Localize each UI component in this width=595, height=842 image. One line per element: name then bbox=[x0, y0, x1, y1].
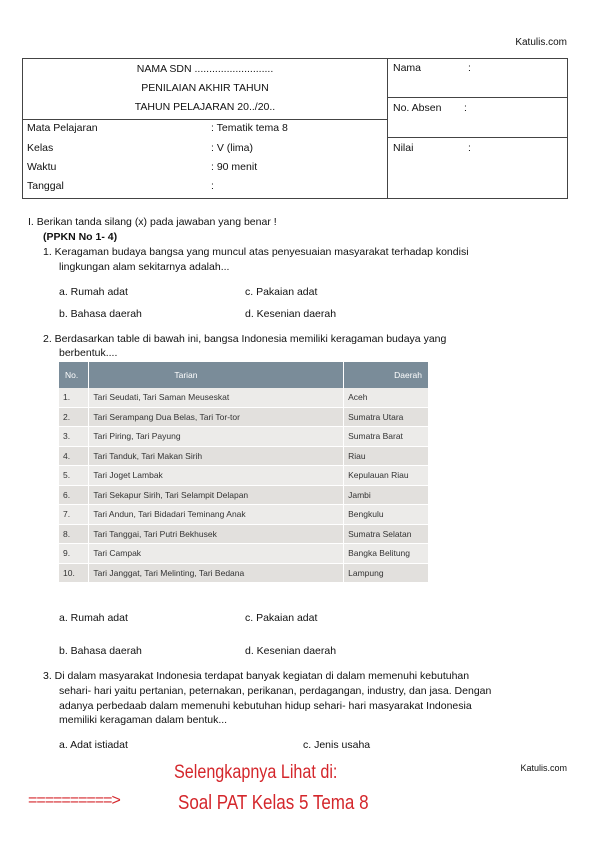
section-subtitle: (PPKN No 1- 4) bbox=[43, 231, 118, 243]
q1-option-c[interactable]: c. Pakaian adat bbox=[245, 286, 318, 298]
q1-option-a[interactable]: a. Rumah adat bbox=[59, 286, 128, 298]
time-value: : 90 menit bbox=[211, 161, 258, 173]
cell-tarian: Tari Piring, Tari Payung bbox=[89, 427, 344, 447]
table-row bbox=[59, 427, 429, 447]
q2-option-d[interactable]: d. Kesenian daerah bbox=[245, 645, 337, 657]
cell-no: 3. bbox=[59, 427, 89, 447]
promo-heading: Selengkapnya Lihat di: bbox=[174, 762, 338, 783]
cell-daerah: Lampung bbox=[344, 563, 429, 583]
score-value: : bbox=[468, 142, 471, 154]
q3-option-c[interactable]: c. Jenis usaha bbox=[303, 739, 371, 751]
cell-daerah: Sumatra Barat bbox=[344, 427, 429, 447]
cell-no: 1. bbox=[59, 388, 89, 407]
q2-option-c[interactable]: c. Pakaian adat bbox=[245, 612, 318, 624]
date-label: Tanggal bbox=[27, 180, 64, 192]
cell-daerah: Jambi bbox=[344, 485, 429, 505]
q1-option-d[interactable]: d. Kesenian daerah bbox=[245, 308, 337, 320]
cell-tarian: Tari Tanduk, Tari Makan Sirih bbox=[89, 446, 344, 466]
cell-daerah: Riau bbox=[344, 446, 429, 466]
class-value: : V (lima) bbox=[211, 142, 253, 154]
table-row bbox=[59, 485, 429, 505]
school-year: TAHUN PELAJARAN 20../20.. bbox=[134, 101, 276, 113]
site-label-bottom: Katulis.com bbox=[520, 763, 567, 773]
table-row bbox=[59, 466, 429, 486]
time-label: Waktu bbox=[27, 161, 57, 173]
cell-tarian: Tari Janggat, Tari Melinting, Tari Bedana bbox=[89, 563, 344, 583]
cell-tarian: Tari Serampang Dua Belas, Tari Tor-tor bbox=[89, 407, 344, 427]
cell-tarian: Tari Tanggai, Tari Putri Bekhusek bbox=[89, 524, 344, 544]
school-name: NAMA SDN ........................... bbox=[136, 63, 274, 75]
cell-no: 5. bbox=[59, 466, 89, 486]
cell-tarian: Tari Seudati, Tari Saman Meuseskat bbox=[89, 388, 344, 407]
cell-daerah: Bangka Belitung bbox=[344, 544, 429, 564]
q3-line3: adanya perbedaab dalam memenuhi kebutuhan hidup sehari- hari masyarakat Indonesia bbox=[59, 700, 472, 712]
header-daerah: Daerah bbox=[344, 362, 429, 388]
q1-line1: 1. Keragaman budaya bangsa yang muncul atas penyesuaian masyarakat terhadap kondisi bbox=[43, 246, 469, 258]
cell-daerah: Bengkulu bbox=[344, 505, 429, 525]
cell-tarian: Tari Sekapur Sirih, Tari Selampit Delapan bbox=[89, 485, 344, 505]
dance-table bbox=[59, 362, 429, 583]
cell-daerah: Sumatra Utara bbox=[344, 407, 429, 427]
date-value: : bbox=[211, 180, 214, 192]
q3-option-a[interactable]: a. Adat istiadat bbox=[59, 739, 128, 751]
cell-no: 8. bbox=[59, 524, 89, 544]
cell-daerah: Kepulauan Riau bbox=[344, 466, 429, 486]
cell-daerah: Sumatra Selatan bbox=[344, 524, 429, 544]
table-header-row bbox=[59, 362, 429, 388]
table-row bbox=[59, 505, 429, 525]
cell-no: 7. bbox=[59, 505, 89, 525]
q2-option-b[interactable]: b. Bahasa daerah bbox=[59, 645, 142, 657]
cell-no: 10. bbox=[59, 563, 89, 583]
header-tarian: Tarian bbox=[89, 362, 344, 388]
cell-tarian: Tari Joget Lambak bbox=[89, 466, 344, 486]
site-label-top: Katulis.com bbox=[515, 37, 567, 48]
q3-line4: memiliki keragaman dalam bentuk... bbox=[59, 714, 228, 726]
header-no: No. bbox=[59, 362, 89, 388]
score-label: Nilai bbox=[393, 142, 414, 154]
promo-link[interactable]: Soal PAT Kelas 5 Tema 8 bbox=[178, 792, 369, 814]
q1-line2: lingkungan alam sekitarnya adalah... bbox=[59, 261, 230, 273]
cell-tarian: Tari Campak bbox=[89, 544, 344, 564]
promo-arrow: ==========> bbox=[28, 792, 120, 809]
table-row bbox=[59, 388, 429, 407]
cell-tarian: Tari Andun, Tari Bidadari Teminang Anak bbox=[89, 505, 344, 525]
absen-value: : bbox=[464, 102, 467, 114]
table-row bbox=[59, 407, 429, 427]
absen-label: No. Absen bbox=[393, 102, 442, 114]
table-row bbox=[59, 563, 429, 583]
cell-no: 2. bbox=[59, 407, 89, 427]
table-row bbox=[59, 524, 429, 544]
q1-option-b[interactable]: b. Bahasa daerah bbox=[59, 308, 142, 320]
cell-no: 4. bbox=[59, 446, 89, 466]
q2-line2: berbentuk.... bbox=[59, 347, 118, 359]
table-row bbox=[59, 544, 429, 564]
header-table bbox=[22, 58, 568, 199]
name-value: : bbox=[468, 62, 471, 74]
name-label: Nama bbox=[393, 62, 422, 74]
cell-no: 9. bbox=[59, 544, 89, 564]
q2-option-a[interactable]: a. Rumah adat bbox=[59, 612, 128, 624]
q2-line1: 2. Berdasarkan table di bawah ini, bangsa Indonesia memiliki keragaman budaya yang bbox=[43, 333, 447, 345]
subject-value: : Tematik tema 8 bbox=[211, 122, 288, 134]
cell-no: 6. bbox=[59, 485, 89, 505]
q3-line1: 3. Di dalam masyarakat Indonesia terdapat banyak kegiatan di dalam memenuhi kebutuhan bbox=[43, 670, 470, 682]
table-row bbox=[59, 446, 429, 466]
subject-label: Mata Pelajaran bbox=[27, 122, 98, 134]
exam-title: PENILAIAN AKHIR TAHUN bbox=[141, 82, 269, 94]
cell-daerah: Aceh bbox=[344, 388, 429, 407]
q3-line2: sehari- hari yaitu pertanian, peternakan, perikanan, perdagangan, industry, dan jasa. Dengan bbox=[59, 685, 492, 697]
class-label: Kelas bbox=[27, 142, 54, 154]
section-instruction: I. Berikan tanda silang (x) pada jawaban yang benar ! bbox=[28, 216, 277, 228]
